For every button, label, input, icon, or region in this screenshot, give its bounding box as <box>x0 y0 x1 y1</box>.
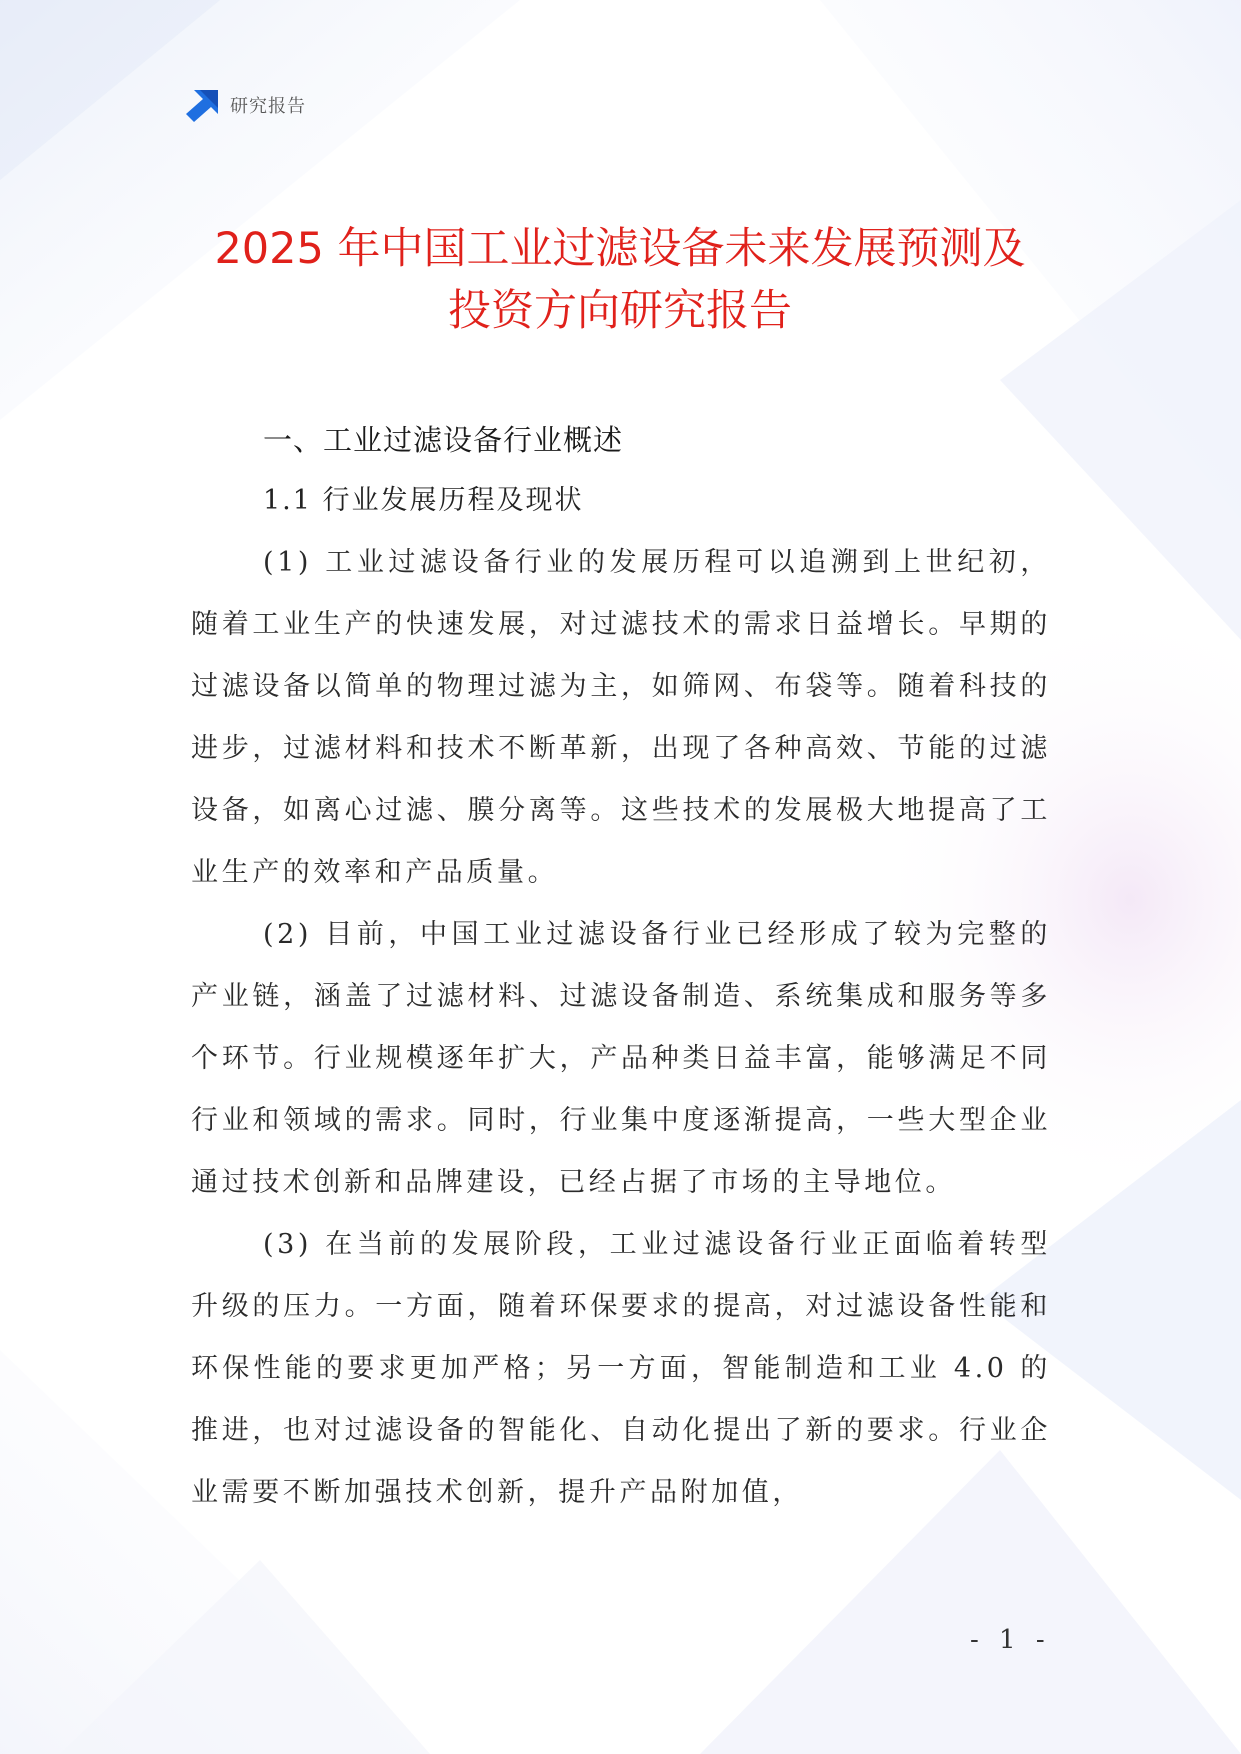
report-title <box>120 218 1120 342</box>
paragraph-3: (3) 在当前的发展阶段，工业过滤设备行业正面临着转型升级的压力。一方面，随着环保要求的提高，对过滤设备性能和环保性能的要求更加严格；另一方面，智能制造和工业 4.0 的推进，也对过滤设备的智能化、自动化提出了新的要求。行业企业需要不断加强技术创新，提升产品附加值， <box>191 1229 1051 1508</box>
header-label: 研究报告 <box>230 96 306 117</box>
paragraph-1: (1) 工业过滤设备行业的发展历程可以追溯到上世纪初，随着工业生产的快速发展，对过滤技术的需求日益增长。早期的过滤设备以简单的物理过滤为主，如筛网、布袋等。随着科技的进步，过滤材料和技术不断革新，出现了各种高效、节能的过滤设备，如离心过滤、膜分离等。这些技术的发展极大地提高了工业生产的效率和产品质量。 <box>191 547 1051 888</box>
subsection-heading: 1.1 行业发展历程及现状 <box>263 485 584 516</box>
title-line-1: 2025 年中国工业过滤设备未来发展预测及 <box>214 224 1026 274</box>
title-line-2: 投资方向研究报告 <box>448 286 792 336</box>
paragraph-2: (2) 目前，中国工业过滤设备行业已经形成了较为完整的产业链，涵盖了过滤材料、过滤设备制造、系统集成和服务等多个环节。行业规模逐年扩大，产品种类日益丰富，能够满足不同行业和领域的需求。同时，行业集中度逐渐提高，一些大型企业通过技术创新和品牌建设，已经占据了市场的主导地位。 <box>191 919 1051 1198</box>
report-header <box>186 88 306 122</box>
page-number: - 1 - <box>970 1625 1051 1655</box>
report-body <box>191 410 1051 1524</box>
section-heading: 一、工业过滤设备行业概述 <box>263 423 624 457</box>
arrow-up-right-icon <box>186 88 220 122</box>
